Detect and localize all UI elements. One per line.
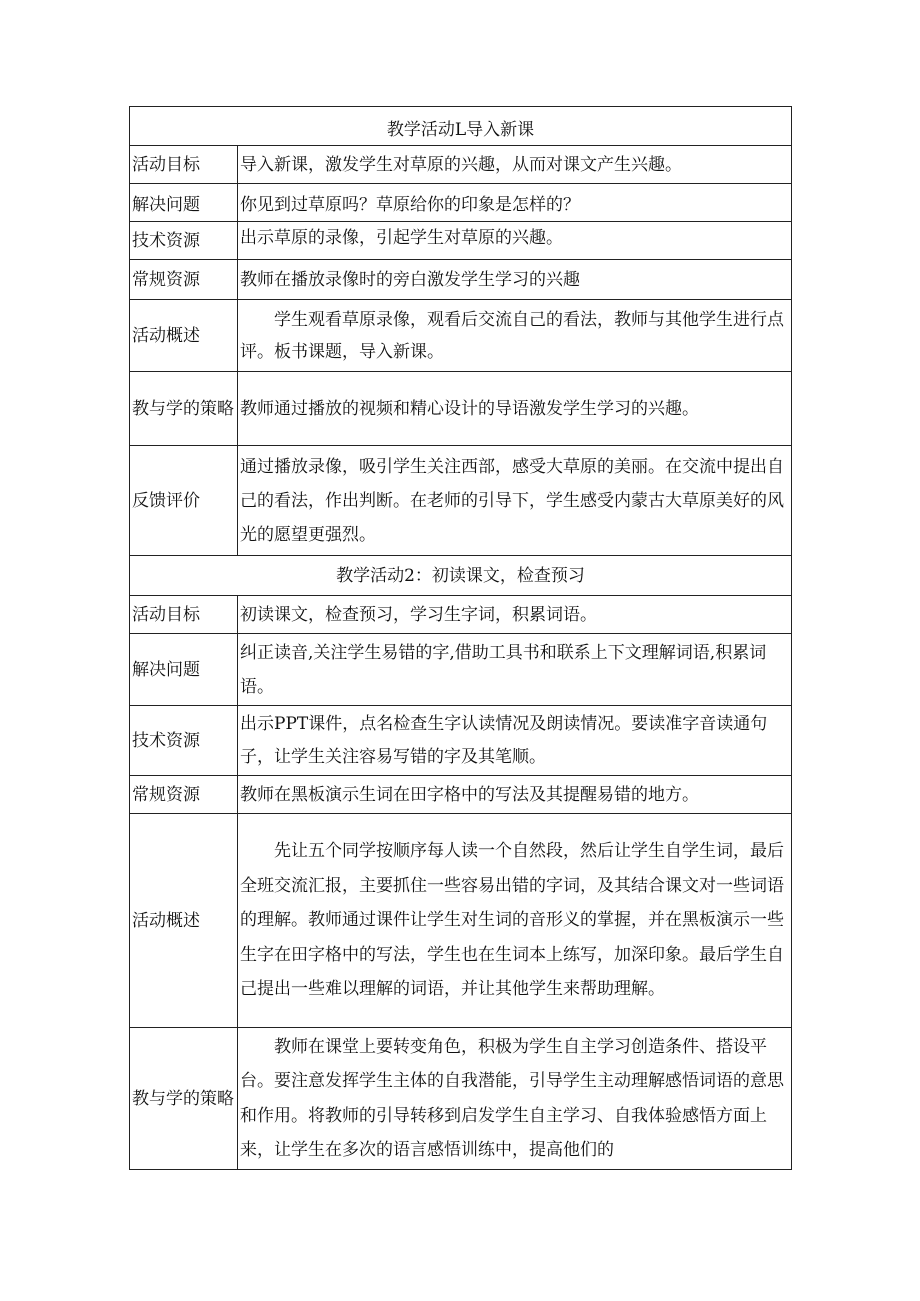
- activity-2-header-row: [130, 556, 792, 596]
- goal-text: 导入新课，激发学生对草原的兴趣，从而对课文产生兴趣。: [238, 146, 792, 184]
- problem-text: 纠正读音,关注学生易错的字,借助工具书和联系上下文理解词语,积累词语。: [238, 634, 792, 706]
- tech-text: 出示草原的录像，引起学生对草原的兴趣。: [238, 222, 792, 260]
- overview-text: 学生观看草原录像，观看后交流自己的看法，教师与其他学生进行点评。板书课题，导入新课。: [238, 300, 792, 372]
- strategy-label: 教与学的策略: [130, 1028, 238, 1170]
- goal-label: 活动目标: [130, 596, 238, 634]
- feedback-label: 反馈评价: [130, 446, 238, 556]
- activity-1-header-row: [130, 107, 792, 146]
- regular-label: 常规资源: [130, 260, 238, 300]
- activity-1-feedback-row: [130, 446, 792, 556]
- regular-text: 教师在播放录像时的旁白激发学生学习的兴趣: [238, 260, 792, 300]
- activity-2-strategy-row: [130, 1028, 792, 1170]
- regular-text: 教师在黑板演示生词在田字格中的写法及其提醒易错的地方。: [238, 776, 792, 814]
- activity-1-problem-row: [130, 184, 792, 222]
- overview-label: 活动概述: [130, 300, 238, 372]
- activity-1-goal-row: [130, 146, 792, 184]
- tech-text: 出示PPT课件，点名检查生字认读情况及朗读情况。要读准字音读通句子，让学生关注容易写错的字及其笔顺。: [238, 706, 792, 776]
- activity-1-tech-row: [130, 222, 792, 260]
- strategy-text: 教师在课堂上要转变角色，积极为学生自主学习创造条件、搭设平台。要注意发挥学生主体的自我潜能，引导学生主动理解感悟词语的意思和作用。将教师的引导转移到启发学生自主学习、自我体验感悟方面上来，让学生在多次的语言感悟训练中，提高他们的: [238, 1028, 792, 1170]
- overview-text: 先让五个同学按顺序每人读一个自然段，然后让学生自学生词，最后全班交流汇报，主要抓住一些容易出错的字词，及其结合课文对一些词语的理解。教师通过课件让学生对生词的音形义的掌握，并在黑板演示一些生字在田字格中的写法，学生也在生词本上练写，加深印象。最后学生自己提出一些难以理解的词语，并让其他学生来帮助理解。: [238, 814, 792, 1028]
- activity-2-overview-row: [130, 814, 792, 1028]
- activity-1-strategy-row: [130, 372, 792, 446]
- goal-text: 初读课文，检查预习，学习生字词，积累词语。: [238, 596, 792, 634]
- regular-label: 常规资源: [130, 776, 238, 814]
- activity-1-overview-row: [130, 300, 792, 372]
- tech-label: 技术资源: [130, 706, 238, 776]
- strategy-label: 教与学的策略: [130, 372, 238, 446]
- problem-label: 解决问题: [130, 634, 238, 706]
- overview-label: 活动概述: [130, 814, 238, 1028]
- problem-text: 你见到过草原吗？草原给你的印象是怎样的？: [238, 184, 792, 222]
- activity-2-tech-row: [130, 706, 792, 776]
- problem-label: 解决问题: [130, 184, 238, 222]
- activity-2-goal-row: [130, 596, 792, 634]
- tech-label: 技术资源: [130, 222, 238, 260]
- activity-2-regular-row: [130, 776, 792, 814]
- activity-1-regular-row: [130, 260, 792, 300]
- activity-2-problem-row: [130, 634, 792, 706]
- activity-2-title: 教学活动2：初读课文，检查预习: [130, 556, 792, 596]
- goal-label: 活动目标: [130, 146, 238, 184]
- activity-1-title: 教学活动L导入新课: [130, 107, 792, 146]
- lesson-plan-table: [129, 106, 792, 1170]
- strategy-text: 教师通过播放的视频和精心设计的导语激发学生学习的兴趣。: [238, 372, 792, 446]
- feedback-text: 通过播放录像，吸引学生关注西部，感受大草原的美丽。在交流中提出自己的看法，作出判断。在老师的引导下，学生感受内蒙古大草原美好的风光的愿望更强烈。: [238, 446, 792, 556]
